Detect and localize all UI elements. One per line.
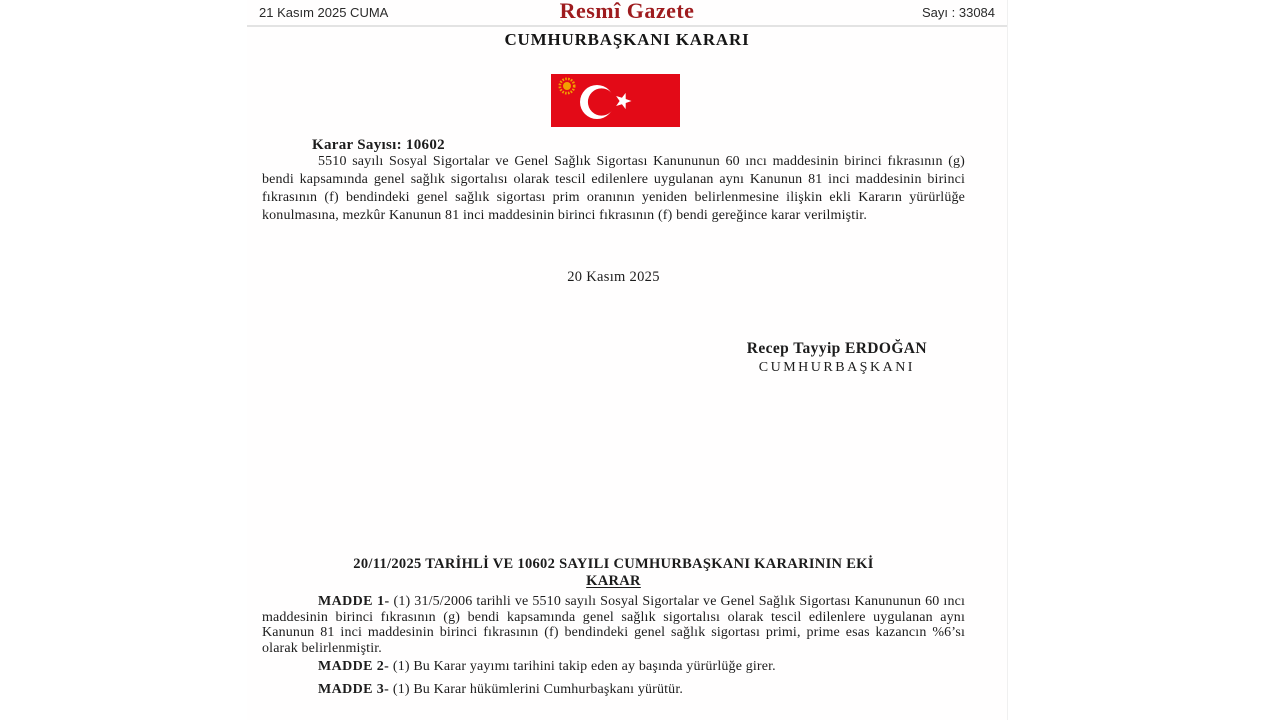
flag-container <box>247 74 983 132</box>
article-2-label: MADDE 2- <box>318 659 390 674</box>
annex-heading <box>262 556 965 590</box>
article-3-label: MADDE 3- <box>318 682 390 697</box>
article-1-label: MADDE 1- <box>318 594 390 609</box>
annex-heading-line1: 20/11/2025 TARİHLİ VE 10602 SAYILI CUMHURBAŞKANI KARARININ EKİ <box>353 556 874 572</box>
annex-heading-line2: KARAR <box>586 573 641 589</box>
signature-name: Recep Tayyip ERDOĞAN <box>746 340 927 357</box>
gazette-date: 21 Kasım 2025 CUMA <box>259 5 389 20</box>
gazette-document-page <box>247 0 1008 720</box>
article-madde-2 <box>262 659 965 675</box>
decree-body-paragraph: 5510 sayılı Sosyal Sigortalar ve Genel Sağlık Sigortası Kanununun 60 ıncı maddesinin birinci fıkrasının (g) bendi kapsamında genel sağlık sigortalısı olarak tescil edilenlere uygulanan aynı Kanunun 81 inci maddesinin birinci fıkrasının (f) bendindeki genel sağlık sigortası prim oranının yeniden belirlenmesine ilişkin ekli Kararın yürürlüğe konulmasına, mezkûr Kanunun 81 inci maddesinin birinci fıkrasının (f) bendi gereğince karar verilmiştir. <box>262 154 965 223</box>
gazette-issue-number: Sayı : 33084 <box>922 5 996 20</box>
article-2-text: (1) Bu Karar yayımı tarihini takip eden ay başında yürürlüğe girer. <box>389 659 776 674</box>
signature-block <box>747 340 927 376</box>
article-3-text: (1) Bu Karar hükümlerini Cumhurbaşkanı yürütür. <box>389 682 684 697</box>
turkish-presidential-flag-icon <box>551 74 680 127</box>
decree-date: 20 Kasım 2025 <box>567 269 660 285</box>
signature-title: CUMHURBAŞKANI <box>758 360 915 375</box>
decree-type-heading: CUMHURBAŞKANI KARARI <box>504 30 750 49</box>
article-madde-1 <box>262 594 965 656</box>
gazette-title: Resmî Gazete <box>559 0 695 23</box>
gazette-masthead <box>247 0 1007 27</box>
decision-number: Karar Sayısı: 10602 <box>312 137 445 153</box>
article-1-text: (1) 31/5/2006 tarihli ve 5510 sayılı Sosyal Sigortalar ve Genel Sağlık Sigortası Kanununun 60 ıncı maddesinin birinci fıkrasının (g) bendi kapsamında genel sağlık sigortalısı olarak tescil edilenlere uygulanan aynı Kanunun 81 inci maddesinin birinci fıkrasının (f) bendindeki genel sağlık sigortası primi, prime esas kazancın %6’sı olarak belirlenmiştir. <box>262 594 965 656</box>
article-madde-3 <box>262 682 965 698</box>
